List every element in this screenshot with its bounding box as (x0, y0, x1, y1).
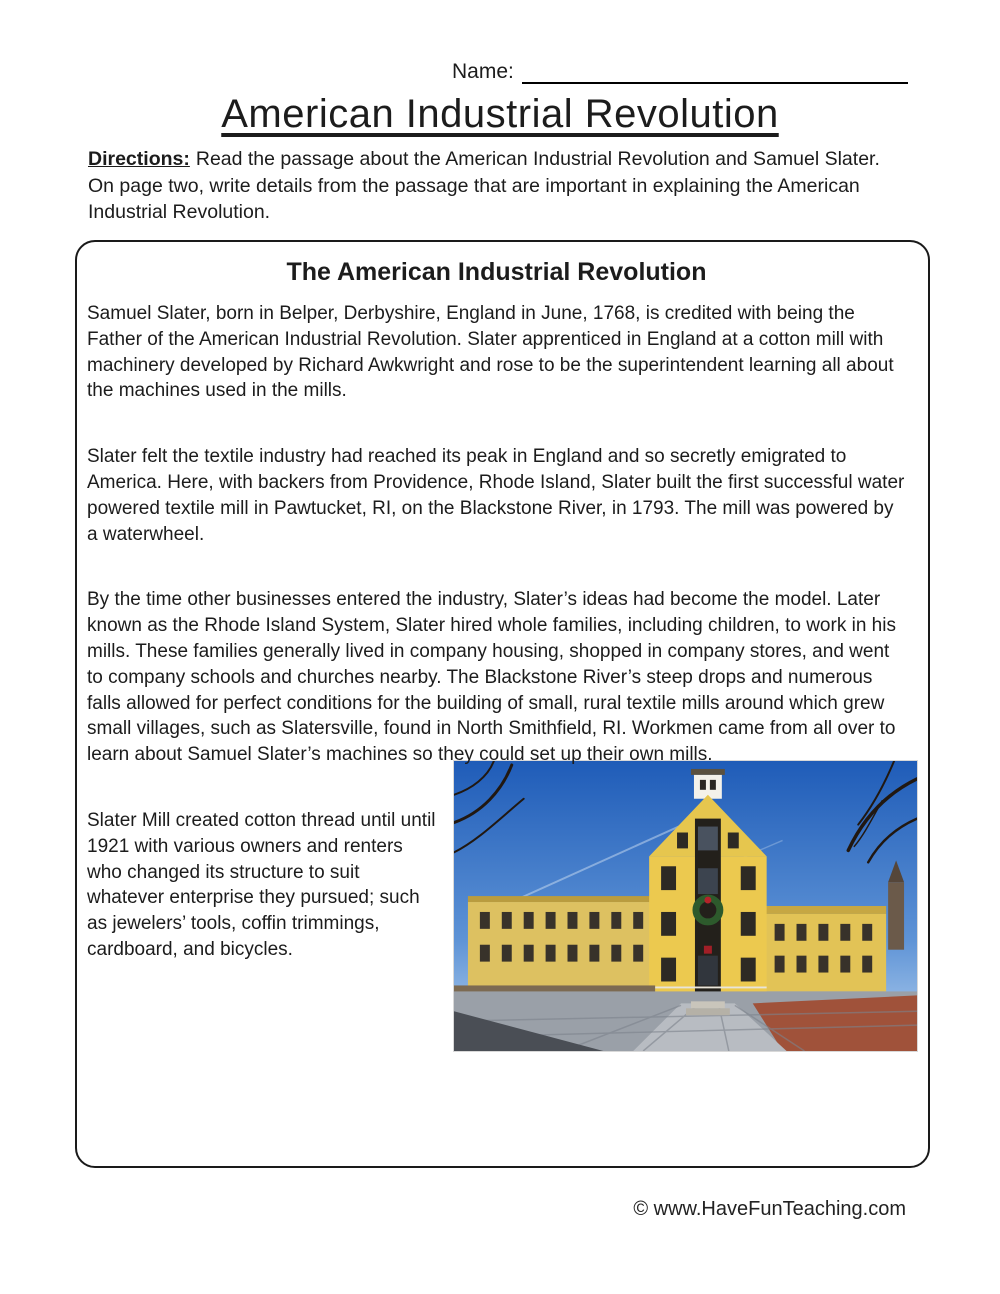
passage-box (75, 240, 930, 1168)
directions-label: Directions: (88, 148, 190, 170)
footer-credit: © www.HaveFunTeaching.com (633, 1198, 906, 1220)
name-label: Name: (452, 60, 514, 83)
photo-left-wing (468, 896, 655, 991)
name-fill-in-line (522, 58, 908, 84)
passage-heading: The American Industrial Revolution (286, 258, 707, 286)
photo-ground (454, 985, 917, 1051)
slater-mill-photo (453, 760, 918, 1052)
directions-text: Read the passage about the American Industrial Revolution and Samuel Slater. On page two, write details from the passage that are important in explaining the American Industrial Revolution. (88, 148, 880, 223)
passage-paragraph: Slater felt the textile industry had reached its peak in England and so secretly emigrated to America. Here, with backers from Providence, Rhode Island, Slater built the first successful water powered textile mill in Pawtucket, RI, on the Blackstone River, in 1793. The mill was powered by a waterwheel. (87, 446, 905, 545)
passage-paragraph: By the time other businesses entered the industry, Slater’s ideas had become the model. Later known as the Rhode Island System, Slater hired whole families, including children, to work in his mills. These families generally lived in company housing, shopped in company stores, and went to company schools and churches nearby. The Blackstone River’s steep drops and numerous falls allowed for perfect conditions for the building of small, rural textile mills around which grew small villages, such as Slatersville, found in North Smithfield, RI. Workmen came from all over to learn about Samuel Slater’s machines so they could set up their own mills. (87, 589, 896, 766)
name-row (452, 58, 908, 84)
page-title: American Industrial Revolution (221, 92, 779, 136)
passage-paragraph: Slater Mill created cotton thread until until 1921 with various owners and renters who changed its structure to suit whatever enterprise they pursued; such as jewelers’ tools, coffin trimmings, cardboard, and bicycles. (87, 809, 436, 960)
directions (88, 146, 910, 226)
passage-paragraph: Samuel Slater, born in Belper, Derbyshire, England in June, 1768, is credited with being the Father of the American Industrial Revolution. Slater apprenticed in England at a cotton mill with machinery developed by Richard Awkwright and rose to be the superintendent learning all about the machines used in the mills. (87, 303, 894, 402)
